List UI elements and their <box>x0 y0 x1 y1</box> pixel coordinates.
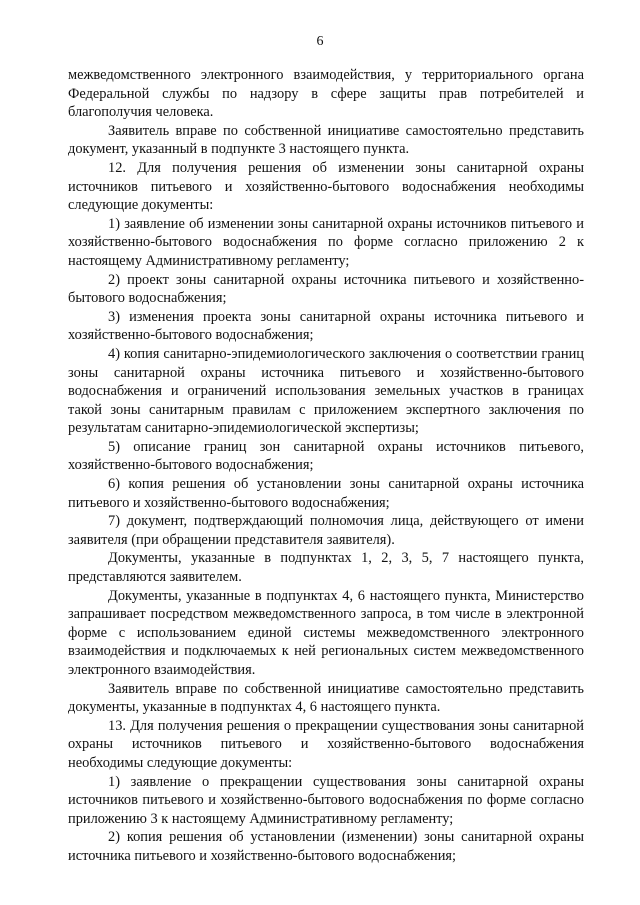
list-item: 3) изменения проекта зоны санитарной охраны источника питьевого и хозяйственно-бытового водоснабжения; <box>68 308 584 344</box>
page-number: 6 <box>316 34 324 49</box>
list-item: 7) документ, подтверждающий полномочия лица, действующего от имени заявителя (при обращении представителя заявителя). <box>68 513 584 548</box>
list-item: 5) описание границ зон санитарной охраны источников питьевого, хозяйственно-бытового водоснабжения; <box>68 438 584 474</box>
list-item: 2) проект зоны санитарной охраны источника питьевого и хозяйственно-бытового водоснабжения; <box>68 271 584 307</box>
list-item: 2) копия решения об установлении (изменении) зоны санитарной охраны источника питьевого и хозяйственно-бытового водоснабжения; <box>68 829 584 864</box>
clause-13: 13. Для получения решения о прекращении существования зоны санитарной охраны источников питьевого и хозяйственно-бытового водоснабжения необходимы следующие документы: <box>68 717 584 771</box>
list-item: 4) копия санитарно-эпидемиологического заключения о соответствии границ зоны санитарной охраны источника питьевого и хозяйственно-бытового водоснабжения и ограничений использования земельных участков в границах такой зоны санитарным правилам с приложением экспертного заключения по результатам санитарно-эпидемиологической экспертизы; <box>68 345 584 437</box>
list-item: 6) копия решения об установлении зоны санитарной охраны источника питьевого и хозяйственно-бытового водоснабжения; <box>68 476 584 511</box>
list-item: 1) заявление об изменении зоны санитарной охраны источников питьевого и хозяйственно-бытового водоснабжения по форме согласно приложению 2 к настоящему Административному регламенту; <box>68 215 584 269</box>
document-body <box>68 66 584 866</box>
clause-12: 12. Для получения решения об изменении зоны санитарной охраны источников питьевого и хозяйственно-бытового водоснабжения необходимы следующие документы: <box>68 159 584 214</box>
paragraph: Заявитель вправе по собственной инициативе самостоятельно представить документы, указанные в подпунктах 4, 6 настоящего пункта. <box>68 680 584 716</box>
paragraph-continuation: межведомственного электронного взаимодействия, у территориального органа Федеральной службы по надзору в сфере защиты прав потребителей и благополучия человека. <box>68 67 584 121</box>
paragraph: Документы, указанные в подпунктах 4, 6 настоящего пункта, Министерство запрашивает посредством межведомственного запроса, в том числе в электронной форме с использованием единой системы межведомственного электронного взаимодействия и подключаемых к ней региональных систем межведомственного электронного взаимодействия. <box>68 587 584 678</box>
list-item: 1) заявление о прекращении существования зоны санитарной охраны источников питьевого и хозяйственно-бытового водоснабжения по форме согласно приложению 3 к настоящему Административному регламенту; <box>68 773 584 827</box>
paragraph: Документы, указанные в подпунктах 1, 2, 3, 5, 7 настоящего пункта, представляются заявителем. <box>68 550 584 586</box>
paragraph: Заявитель вправе по собственной инициативе самостоятельно представить документ, указанный в подпункте 3 настоящего пункта. <box>68 122 584 158</box>
